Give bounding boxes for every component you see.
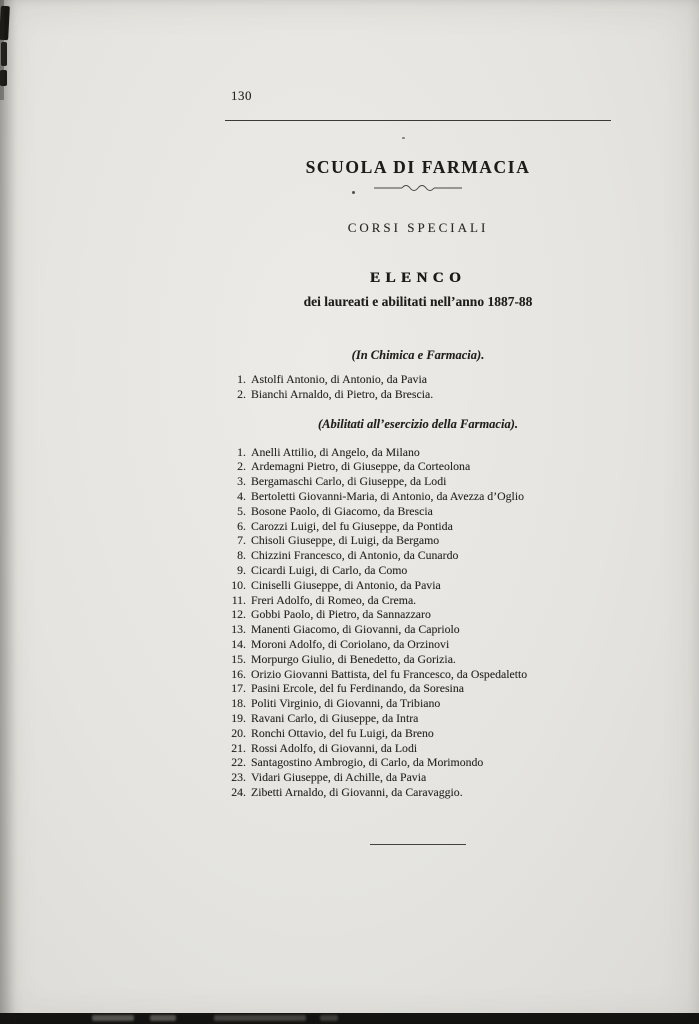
list-item (225, 681, 611, 696)
item-text: Pasini Ercole, del fu Ferdinando, da Soresina (251, 681, 464, 696)
item-text: Chizzini Francesco, di Antonio, da Cunardo (251, 548, 459, 563)
item-text: Vidari Giuseppe, di Achille, da Pavia (251, 770, 427, 785)
item-number: 7. (237, 533, 246, 548)
item-number: 8. (237, 548, 246, 563)
item-text: Ronchi Ottavio, del fu Luigi, da Breno (251, 725, 434, 740)
top-rule (225, 120, 611, 121)
list-item (225, 445, 611, 460)
list-item (225, 533, 611, 548)
list-item (225, 741, 611, 756)
section-title: CORSI SPECIALI (347, 220, 489, 235)
list-item (225, 652, 611, 667)
item-number: 10. (231, 577, 246, 592)
item-text: Zibetti Arnaldo, di Giovanni, da Caravaggio. (251, 784, 463, 799)
item-text: Ravani Carlo, di Giuseppe, da Intra (251, 710, 419, 725)
item-text: Gobbi Paolo, di Pietro, da Sannazzaro (251, 607, 431, 622)
bottom-rule (370, 844, 466, 845)
list-item (225, 372, 611, 387)
item-number: 18. (231, 696, 246, 711)
page-title: SCUOLA DI FARMACIA (305, 157, 531, 177)
list-item (225, 711, 611, 726)
item-number: 14. (231, 636, 246, 651)
scan-artifact-bottom (0, 1013, 699, 1024)
item-number: 19. (231, 710, 246, 725)
item-text: Astolfi Antonio, di Antonio, da Pavia (251, 372, 427, 386)
item-text: Santagostino Ambrogio, di Carlo, da Morimondo (251, 755, 484, 770)
list-item (225, 548, 611, 563)
scan-blob (92, 1015, 134, 1021)
page-content (225, 88, 611, 845)
scan-artifact-binding (0, 0, 4, 100)
list-item (225, 519, 611, 534)
item-number: 9. (237, 562, 246, 577)
item-number: 16. (231, 666, 246, 681)
item-text: Bertoletti Giovanni-Maria, di Antonio, da Avezza d’Oglio (251, 488, 525, 503)
squiggle-ornament-icon (225, 183, 611, 193)
item-text: Rossi Adolfo, di Giovanni, da Lodi (251, 740, 418, 755)
list-item (225, 593, 611, 608)
list-item (225, 696, 611, 711)
item-number: 5. (237, 503, 246, 518)
section-heading-chimica: (In Chimica e Farmacia). (351, 348, 485, 362)
item-number: 12. (231, 607, 246, 622)
item-number: 23. (231, 770, 246, 785)
item-text: Cicardi Luigi, di Carlo, da Como (251, 562, 408, 577)
item-text: Carozzi Luigi, del fu Giuseppe, da Pontida (251, 518, 453, 533)
section-heading-abilitati: (Abilitati all’esercizio della Farmacia). (318, 416, 518, 431)
item-number: 13. (231, 622, 246, 637)
graduates-list-chimica (225, 372, 611, 402)
list-subtitle: dei laureati e abilitati nell’anno 1887-88 (303, 294, 533, 309)
item-text: Bianchi Arnaldo, di Pietro, da Brescia. (251, 386, 434, 401)
item-number: 20. (231, 725, 246, 740)
item-number: 22. (231, 755, 246, 770)
list-item (225, 474, 611, 489)
item-number: 1. (237, 444, 246, 459)
list-item (225, 563, 611, 578)
item-text: Morpurgo Giulio, di Benedetto, da Gorizia. (251, 651, 456, 666)
item-number: 2. (237, 459, 246, 474)
item-number: 24. (231, 784, 246, 799)
scan-edge-shadow (0, 0, 16, 1024)
item-number: 1. (237, 372, 246, 386)
list-item (225, 489, 611, 504)
item-text: Anelli Attilio, di Angelo, da Milano (251, 444, 420, 459)
graduates-list-abilitati (225, 445, 611, 800)
item-number: 3. (237, 474, 246, 489)
item-number: 21. (231, 740, 246, 755)
list-item (225, 504, 611, 519)
item-text: Chisoli Giuseppe, di Luigi, da Bergamo (251, 533, 440, 548)
item-text: Moroni Adolfo, di Coriolano, da Orzinovi (251, 636, 450, 651)
scan-blob (320, 1015, 338, 1021)
list-title: ELENCO (369, 270, 467, 286)
item-text: Orizio Giovanni Battista, del fu Francesco, da Ospedaletto (251, 666, 528, 681)
item-text: Freri Adolfo, di Romeo, da Crema. (251, 592, 417, 607)
list-item (225, 578, 611, 593)
item-text: Politi Virginio, di Giovanni, da Tribiano (251, 696, 441, 711)
item-text: Manenti Giacomo, di Giovanni, da Capriolo (251, 622, 460, 637)
page-number: 130 (231, 88, 252, 103)
item-text: Bosone Paolo, di Giacomo, da Brescia (251, 503, 433, 518)
item-number: 17. (231, 681, 246, 696)
list-item (225, 785, 611, 800)
item-number: 15. (231, 651, 246, 666)
scan-blob (214, 1015, 306, 1021)
list-item (225, 459, 611, 474)
list-item (225, 770, 611, 785)
list-item (225, 387, 611, 402)
item-text: Ciniselli Giuseppe, di Antonio, da Pavia (251, 577, 441, 592)
list-item (225, 726, 611, 741)
item-number: 4. (237, 488, 246, 503)
scan-blob (150, 1015, 176, 1021)
item-number: 6. (237, 518, 246, 533)
item-number: 2. (237, 386, 246, 401)
list-item (225, 637, 611, 652)
item-text: Bergamaschi Carlo, di Giuseppe, da Lodi (251, 474, 447, 489)
item-number: 11. (231, 592, 246, 607)
list-item (225, 755, 611, 770)
list-item (225, 607, 611, 622)
item-text: Ardemagni Pietro, di Giuseppe, da Corteolona (251, 459, 471, 474)
list-item (225, 622, 611, 637)
list-item (225, 667, 611, 682)
